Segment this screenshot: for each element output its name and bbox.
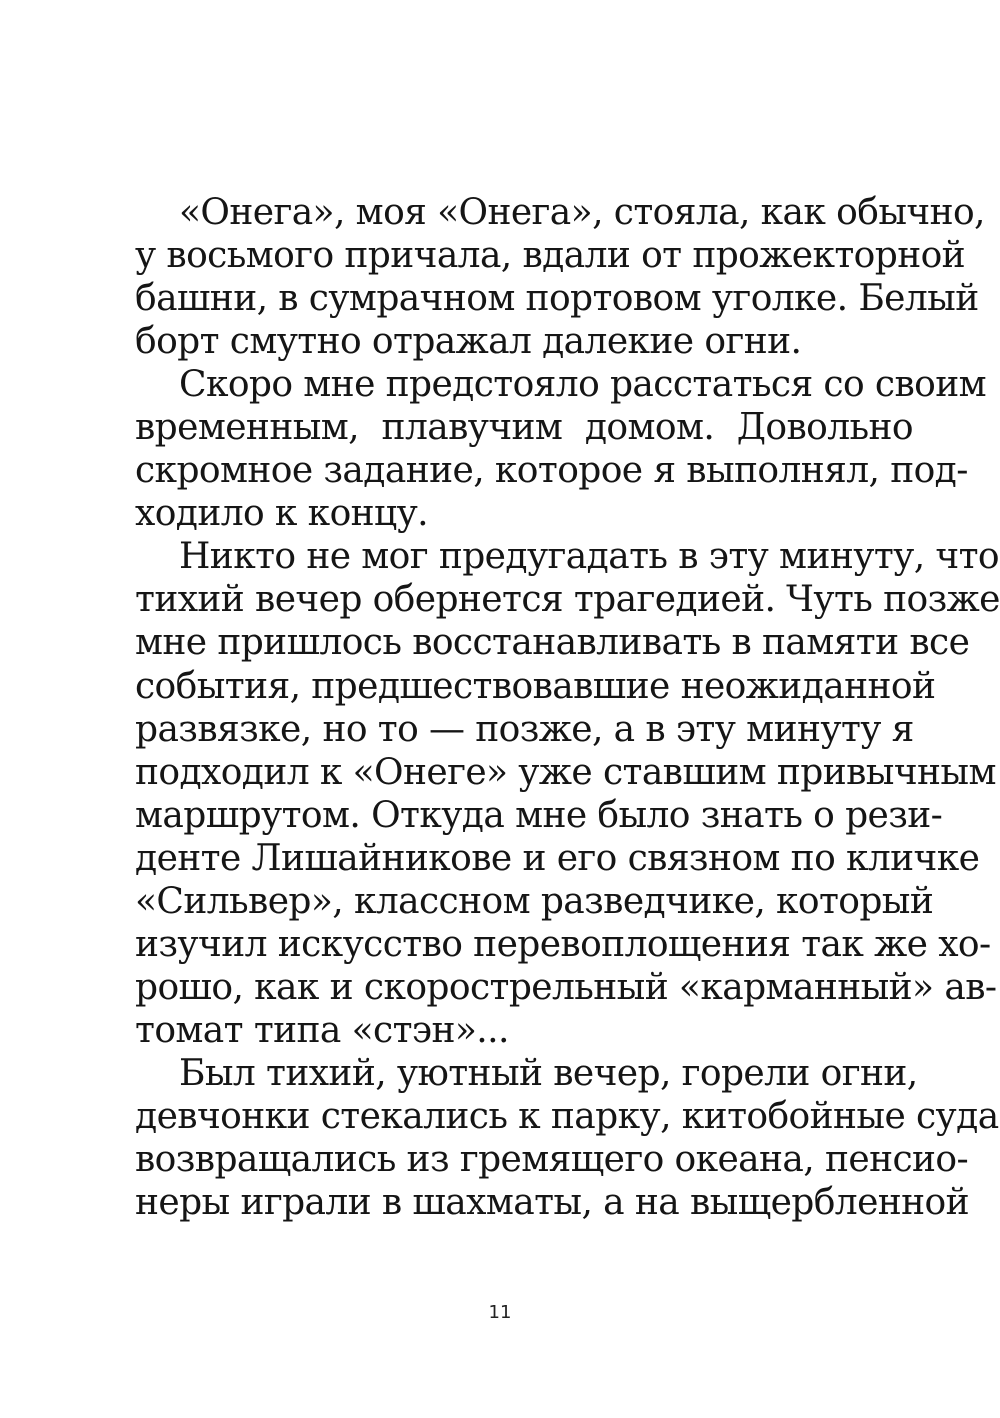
text-line: изучил искусство перевоплощения так же хо- [135,923,991,965]
body-text [135,191,1000,1224]
text-line: Был тихий, уютный вечер, горели огни, [179,1052,918,1094]
text-line: «Онега», моя «Онега», стояла, как обычно, [179,192,985,233]
text-line: подходил к «Онеге» уже ставшим привычным [135,751,996,793]
text-line: неры играли в шахматы, а на выщербленной [135,1182,970,1224]
text-line: томат типа «стэн»... [135,1009,509,1051]
text-line: у восьмого причала, вдали от прожекторной [135,235,966,277]
text-line: маршрутом. Откуда мне было знать о рези- [135,794,943,836]
text-line: мне пришлось восстанавливать в памяти все [135,622,970,664]
paragraph-3 [135,535,1000,1052]
text-line: временным, плавучим домом. Довольно [135,407,913,449]
text-line: Никто не мог предугадать в эту минуту, что [179,536,1000,578]
text-line: рошо, как и скорострельный «карманный» ав- [135,966,997,1008]
text-line: события, предшествовавшие неожиданной [135,665,936,707]
page-number: 11 [488,1302,512,1323]
text-line: «Сильвер», классном разведчике, который [135,880,934,922]
text-line: ходило к концу. [135,493,429,535]
paragraph-4 [135,1052,999,1224]
text-line: скромное задание, которое я выполнял, под- [135,450,968,492]
text-line: борт смутно отражал далекие огни. [135,321,802,363]
paragraph-2 [135,363,987,535]
text-line: Скоро мне предстояло расстаться со своим [179,364,987,406]
text-line: денте Лишайникове и его связном по кличке [135,837,980,879]
text-line: возвращались из гремящего океана, пенсио- [135,1139,969,1181]
text-line: девчонки стекались к парку, китобойные суда [135,1095,999,1137]
text-line: развязке, но то — позже, а в эту минуту я [135,708,914,750]
text-line: тихий вечер обернется трагедией. Чуть позже [135,579,1000,621]
text-line: башни, в сумрачном портовом уголке. Белый [135,278,979,320]
paragraph-1 [135,191,985,363]
